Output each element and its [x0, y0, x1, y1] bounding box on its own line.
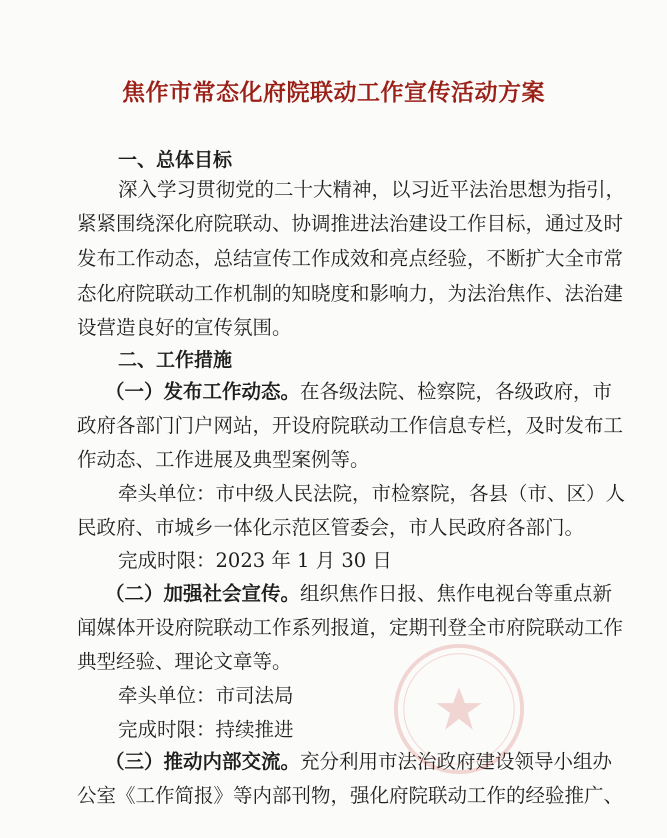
paragraph-line: [105, 580, 613, 608]
paragraph-line: [77, 446, 370, 474]
line-text: 完成时限：2023 年 1 月 30 日: [118, 549, 392, 572]
paragraph-line: [77, 210, 624, 238]
line-text: 公室《工作简报》等内部刊物，强化府院联动工作的经验推广、: [77, 784, 624, 807]
section-heading: [118, 346, 232, 374]
paragraph-line: [77, 782, 624, 810]
paragraph-line: [77, 514, 584, 542]
line-text: 紧紧围绕深化府院联动、协调推进法治建设工作目标，通过及时: [77, 212, 624, 235]
line-text: 闻媒体开设府院联动工作系列报道，定期刊登全市府院联动工作: [77, 616, 624, 639]
line-text: 充分利用市法治政府建设领导小组办: [300, 750, 613, 773]
paragraph-line: [118, 547, 392, 575]
line-text: 牵头单位：市中级人民法院，市检察院，各县（市、区）人: [118, 482, 626, 505]
paragraph-line: [105, 378, 613, 406]
subsection-heading: （二）加强社会宣传。: [105, 582, 301, 605]
line-text: 深入学习贯彻党的二十大精神，以习近平法治思想为指引，: [118, 178, 626, 201]
paragraph-line: [77, 245, 624, 273]
line-text: 政府各部门门户网站，开设府院联动工作信息专栏，及时发布工: [77, 414, 624, 437]
paragraph-line: [77, 280, 624, 308]
line-text: 在各级法院、检察院，各级政府，市: [300, 380, 613, 403]
line-text: 设营造良好的宣传氛围。: [77, 316, 292, 339]
paragraph-line: [118, 716, 294, 744]
line-text: 作动态、工作进展及典型案例等。: [77, 448, 370, 471]
line-text: 态化府院联动工作机制的知晓度和影响力，为法治焦作、法治建: [77, 282, 624, 305]
subsection-heading: （三）推动内部交流。: [105, 750, 301, 773]
line-text: 组织焦作日报、焦作电视台等重点新: [300, 582, 613, 605]
section-heading: [118, 146, 232, 174]
paragraph-line: [77, 648, 292, 676]
line-text: 二、工作措施: [118, 349, 233, 371]
document-title: 焦作市常态化府院联动工作宣传活动方案: [122, 79, 545, 106]
line-text: 民政府、市城乡一体化示范区管委会，市人民政府各部门。: [77, 516, 585, 539]
line-text: 牵头单位：市司法局: [118, 684, 294, 707]
paragraph-line: [77, 412, 624, 440]
paragraph-line: [105, 748, 613, 776]
subsection-heading: （一）发布工作动态。: [105, 380, 301, 403]
paragraph-line: [118, 480, 626, 508]
line-text: 发布工作动态，总结宣传工作成效和亮点经验，不断扩大全市常: [77, 247, 624, 270]
paragraph-line: [118, 682, 294, 710]
line-text: 典型经验、理论文章等。: [77, 650, 292, 673]
paragraph-line: [77, 614, 624, 642]
paragraph-line: [118, 176, 626, 204]
paragraph-line: [77, 314, 292, 342]
line-text: 完成时限：持续推进: [118, 718, 294, 741]
line-text: 一、总体目标: [118, 149, 233, 171]
